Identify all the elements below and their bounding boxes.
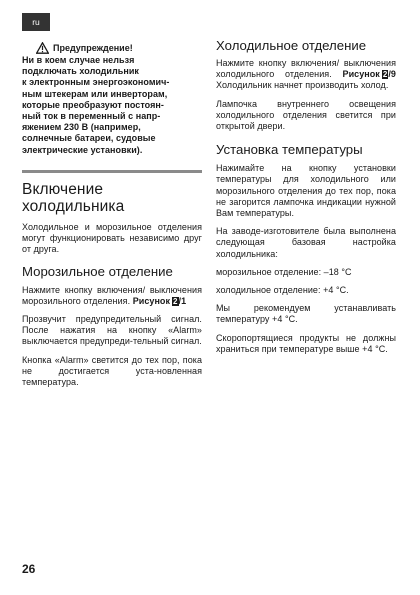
fridge-paragraph-2: Лампочка внутреннего освещения холодильного отделения светится при открытой двери. <box>216 98 396 132</box>
warning-block <box>22 38 202 156</box>
freezer-paragraph-3: Кнопка «Alarm» светится до тех пор, пока не достигается уста-новленная температура. <box>22 354 202 388</box>
temperature-paragraph-2: На заводе-изготовителе была выполнена следующая базовая настройка холодильника: <box>216 226 396 259</box>
right-column <box>216 38 396 362</box>
warning-heading <box>36 42 202 54</box>
switch-on-text: Холодильное и морозильное отделения могут функционировать независимо друг от друга. <box>22 222 202 255</box>
freezer-instruction: Нажмите кнопку включения/ выключения морозильного отделения. <box>22 284 202 306</box>
switch-on-title <box>22 182 202 215</box>
figure-item: /1 <box>178 295 187 306</box>
freezer-paragraph-1 <box>22 285 202 307</box>
freezer-figure-ref <box>133 296 186 306</box>
language-tab: ru <box>22 13 50 31</box>
temperature-title: Установка температуры <box>216 142 363 158</box>
freezer-title: Морозильное отделение <box>22 263 173 279</box>
page-number: 26 <box>22 562 36 576</box>
fridge-title: Холодильное отделение <box>216 38 367 53</box>
temperature-fridge-setting: холодильное отделение: +4 °C. <box>216 285 349 296</box>
temperature-paragraph-1: Нажимайте на кнопку установки температуры для холодильного или морозильного отделения до тех пор, пока не загорится лампочка индикации нужной Вам температуры. <box>216 163 396 219</box>
figure-number-box: 2 <box>382 70 388 80</box>
switch-on-title-line2: холодильника <box>22 197 125 215</box>
warning-text: Ни в коем случае нельзя подключать холодильник к электронным энергоэкономич- ным штекерам или инверторам, которые преобразуют постоян- ный ток в переменный с напр- яжением 230 В (например, солнечные батареи, судовые электрические установки). <box>22 55 170 155</box>
temperature-recommendation: Мы рекомендуем устанавливать температуру +4 °C. <box>216 303 396 325</box>
section-divider <box>22 170 202 173</box>
figure-item: /9 <box>388 69 396 80</box>
switch-on-title-line1: Включение <box>22 181 104 198</box>
fridge-figure-ref <box>343 69 396 79</box>
freezer-paragraph-2: Прозвучит предупредительный сигнал. После нажатия на кнопку «Alarm» выключается предупреди-тельный сигнал. <box>22 314 202 347</box>
figure-label: Рисунок <box>132 295 171 306</box>
figure-number-box: 2 <box>173 296 178 306</box>
figure-label: Рисунок <box>342 69 380 80</box>
temperature-perishables: Скоропортящиеся продукты не должны храниться при температуре выше +4 °C. <box>216 332 396 354</box>
warning-triangle-icon <box>36 42 49 54</box>
fridge-instruction-tail: Холодильник начнет производить холод. <box>216 80 389 91</box>
fridge-instruction: Нажмите кнопку включения/ выключения холодильного отделения. <box>216 58 396 80</box>
temperature-freezer-setting: морозильное отделение: –18 °C <box>216 266 352 277</box>
switch-on-section <box>22 182 202 395</box>
warning-title: Предупреждение! <box>53 43 133 53</box>
fridge-paragraph-1 <box>216 58 396 92</box>
